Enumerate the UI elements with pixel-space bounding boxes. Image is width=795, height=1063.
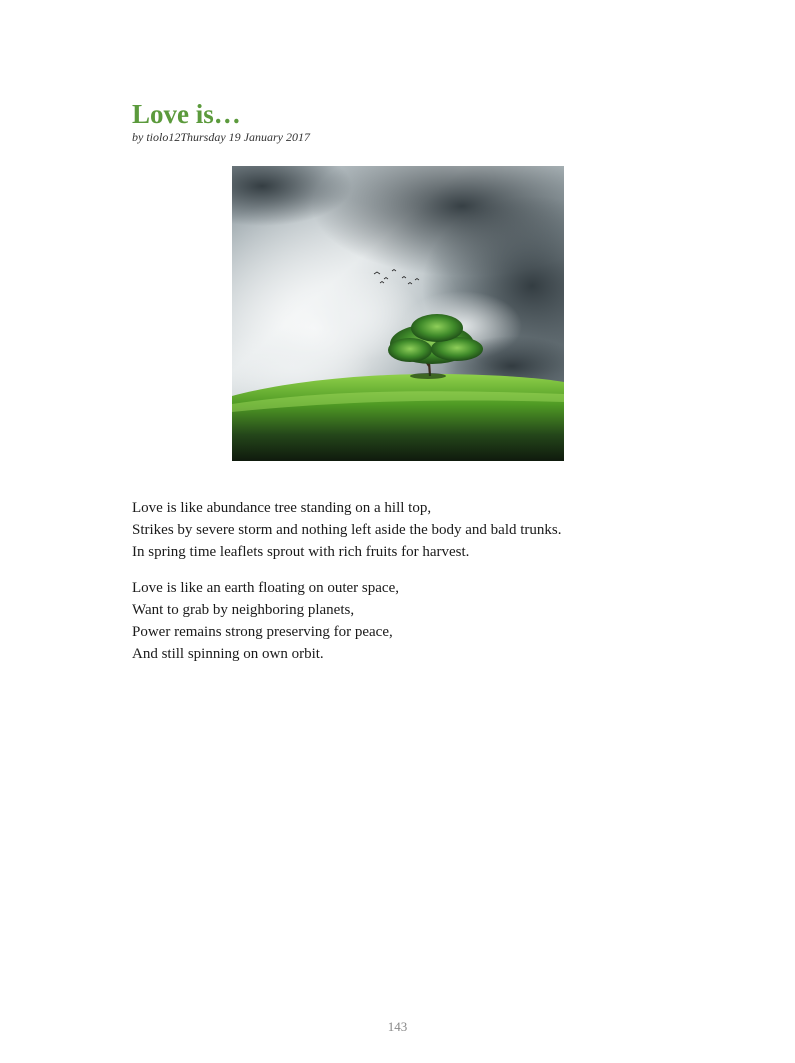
poem-line: In spring time leaflets sprout with rich fruits for harvest. xyxy=(132,544,470,560)
poem-stanza-2 xyxy=(132,577,399,665)
poem-line: Strikes by severe storm and nothing left aside the body and bald trunks. xyxy=(132,522,562,538)
poem-line: Love is like abundance tree standing on a hill top, xyxy=(132,500,432,516)
poem-title: Love is… xyxy=(132,99,241,129)
poem-line: Power remains strong preserving for peace, xyxy=(132,624,393,640)
tree-on-hill-image xyxy=(232,166,564,461)
poem-byline: by tiolo12Thursday 19 January 2017 xyxy=(132,130,310,144)
poem-line: Want to grab by neighboring planets, xyxy=(132,602,355,618)
poem-line: And still spinning on own orbit. xyxy=(132,646,324,662)
poem-illustration xyxy=(232,166,564,461)
page-number: 143 xyxy=(387,1019,408,1034)
poem-stanza-1 xyxy=(132,497,562,563)
poem-line: Love is like an earth floating on outer space, xyxy=(132,580,399,596)
